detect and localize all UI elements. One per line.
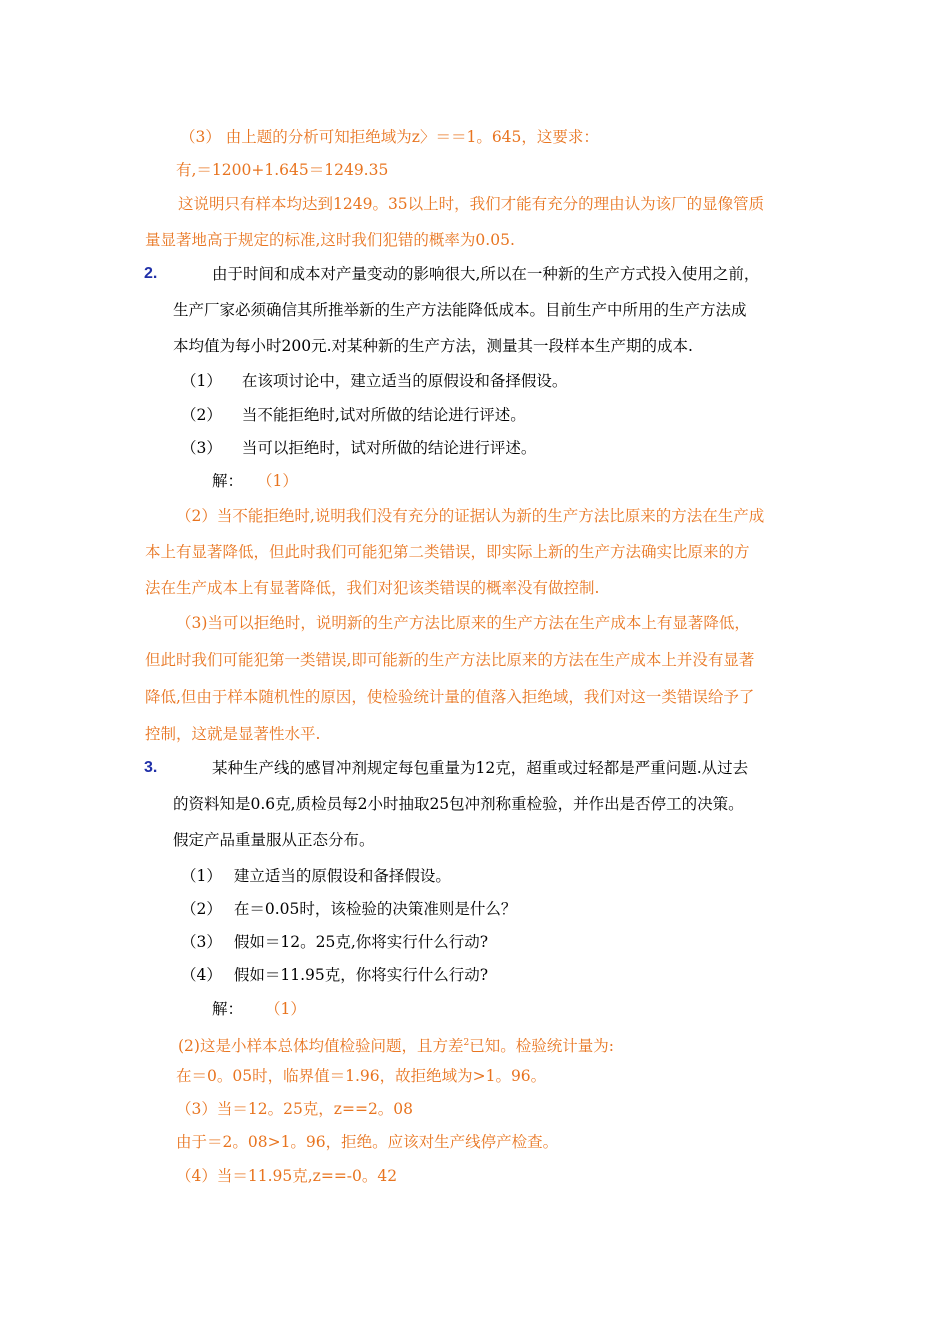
q2-item2-text: 当不能拒绝时,试对所做的结论进行评述。: [241, 406, 526, 424]
q2-text-line1: 由于时间和成本对产量变动的影响很大,所以在一种新的生产方式投入使用之前，: [212, 265, 760, 283]
q2-answer2-line2: 本上有显著降低，但此时我们可能犯第二类错误，即实际上新的生产方法确实比原来的方: [145, 543, 750, 561]
q3-answer3-line2: 由于＝2。08>1。96，拒绝。应该对生产线停产检查。: [176, 1133, 559, 1151]
q3-item1: [181, 866, 451, 886]
q3-item4: [181, 965, 488, 985]
answer-part3-line4: 量显著地高于规定的标准,这时我们犯错的概率为0.05.: [145, 231, 515, 249]
q3-item1-label: （1）: [181, 867, 222, 885]
q3-answer2-line1: [178, 1033, 614, 1056]
question-number-3: 3.: [144, 759, 158, 776]
answer-part3-line3: 这说明只有样本均达到1249。35以上时，我们才能有充分的理由认为该厂的显像管质: [178, 195, 765, 213]
answer-part3-line1: （3） 由上题的分析可知拒绝域为z〉＝＝1。645，这要求：: [180, 128, 599, 146]
question-number-2: 2.: [144, 265, 158, 282]
q2-answer2-line3: 法在生产成本上有显著降低，我们对犯该类错误的概率没有做控制.: [145, 579, 600, 597]
q3-answer3-line1: （3）当＝12。25克，z==2。08: [176, 1100, 414, 1118]
q2-sol-part1: （1）: [257, 472, 298, 490]
q2-item1-text: 在该项讨论中，建立适当的原假设和备择假设。: [241, 372, 568, 390]
q3-answer2-superscript: 2: [463, 1038, 470, 1048]
q3-answer2-line2: 在＝0。05时，临界值＝1.96，故拒绝域为>1。96。: [176, 1067, 547, 1085]
q2-answer3-line4: 控制，这就是显著性水平.: [145, 725, 321, 743]
q3-item4-label: （4）: [181, 966, 222, 984]
q3-answer4-line1: （4）当＝11.95克,z==-0。42: [176, 1167, 398, 1185]
q3-text-line3: 假定产品重量服从正态分布。: [173, 831, 375, 849]
q3-item3-label: （3）: [181, 933, 222, 951]
q2-item2-label: （2）: [181, 406, 222, 424]
q2-answer3-line1: （3)当可以拒绝时，说明新的生产方法比原来的生产方法在生产成本上有显著降低，: [176, 614, 750, 632]
q2-item1: [181, 371, 567, 391]
q2-item2: [181, 405, 526, 425]
q3-sol-part1: （1）: [265, 1000, 306, 1018]
q2-text-line2: 生产厂家必须确信其所推举新的生产方法能降低成本。目前生产中所用的生产方法成: [173, 301, 747, 319]
q3-answer2-text-b: 已知。检验统计量为:: [469, 1037, 614, 1055]
q3-item2: [181, 899, 516, 919]
q2-item1-label: （1）: [181, 372, 222, 390]
q3-item2-label: （2）: [181, 900, 222, 918]
q2-item3-label: （3）: [181, 439, 222, 457]
q3-item2-text: 在＝0.05时，该检验的决策准则是什么？: [233, 900, 517, 918]
q3-text-line1: 某种生产线的感冒冲剂规定每包重量为12克，超重或过轻都是严重问题.从过去: [212, 759, 749, 777]
q2-text-line3: 本均值为每小时200元.对某种新的生产方法，测量其一段样本生产期的成本.: [173, 337, 693, 355]
q2-answer3-line2: 但此时我们可能犯第一类错误,即可能新的生产方法比原来的方法在生产成本上并没有显著: [145, 651, 755, 669]
q2-sol-label: 解：: [212, 472, 244, 490]
q3-sol-label: 解：: [212, 1000, 244, 1018]
q3-item3-text: 假如＝12。25克,你将实行什么行动?: [233, 933, 489, 951]
q3-item1-text: 建立适当的原假设和备择假设。: [233, 867, 451, 885]
q2-answer3-line3: 降低,但由于样本随机性的原因，使检验统计量的值落入拒绝域，我们对这一类错误给予了: [145, 688, 755, 706]
q2-answer2-line1: （2）当不能拒绝时,说明我们没有充分的证据认为新的生产方法比原来的方法在生产成: [176, 507, 765, 525]
q2-item3: [181, 438, 536, 458]
q3-text-line2: 的资料知是0.6克,质检员每2小时抽取25包冲剂称重检验，并作出是否停工的决策。: [173, 795, 744, 813]
q3-answer2-text-a: (2)这是小样本总体均值检验问题，且方差: [178, 1037, 464, 1055]
q3-item4-text: 假如＝11.95克，你将实行什么行动?: [233, 966, 489, 984]
q2-item3-text: 当可以拒绝时，试对所做的结论进行评述。: [241, 439, 537, 457]
q3-solution-label: [212, 999, 306, 1019]
q3-item3: [181, 932, 488, 952]
q2-solution-label: [212, 471, 298, 491]
answer-part3-line2: 有,＝1200+1.645＝1249.35: [176, 161, 389, 179]
